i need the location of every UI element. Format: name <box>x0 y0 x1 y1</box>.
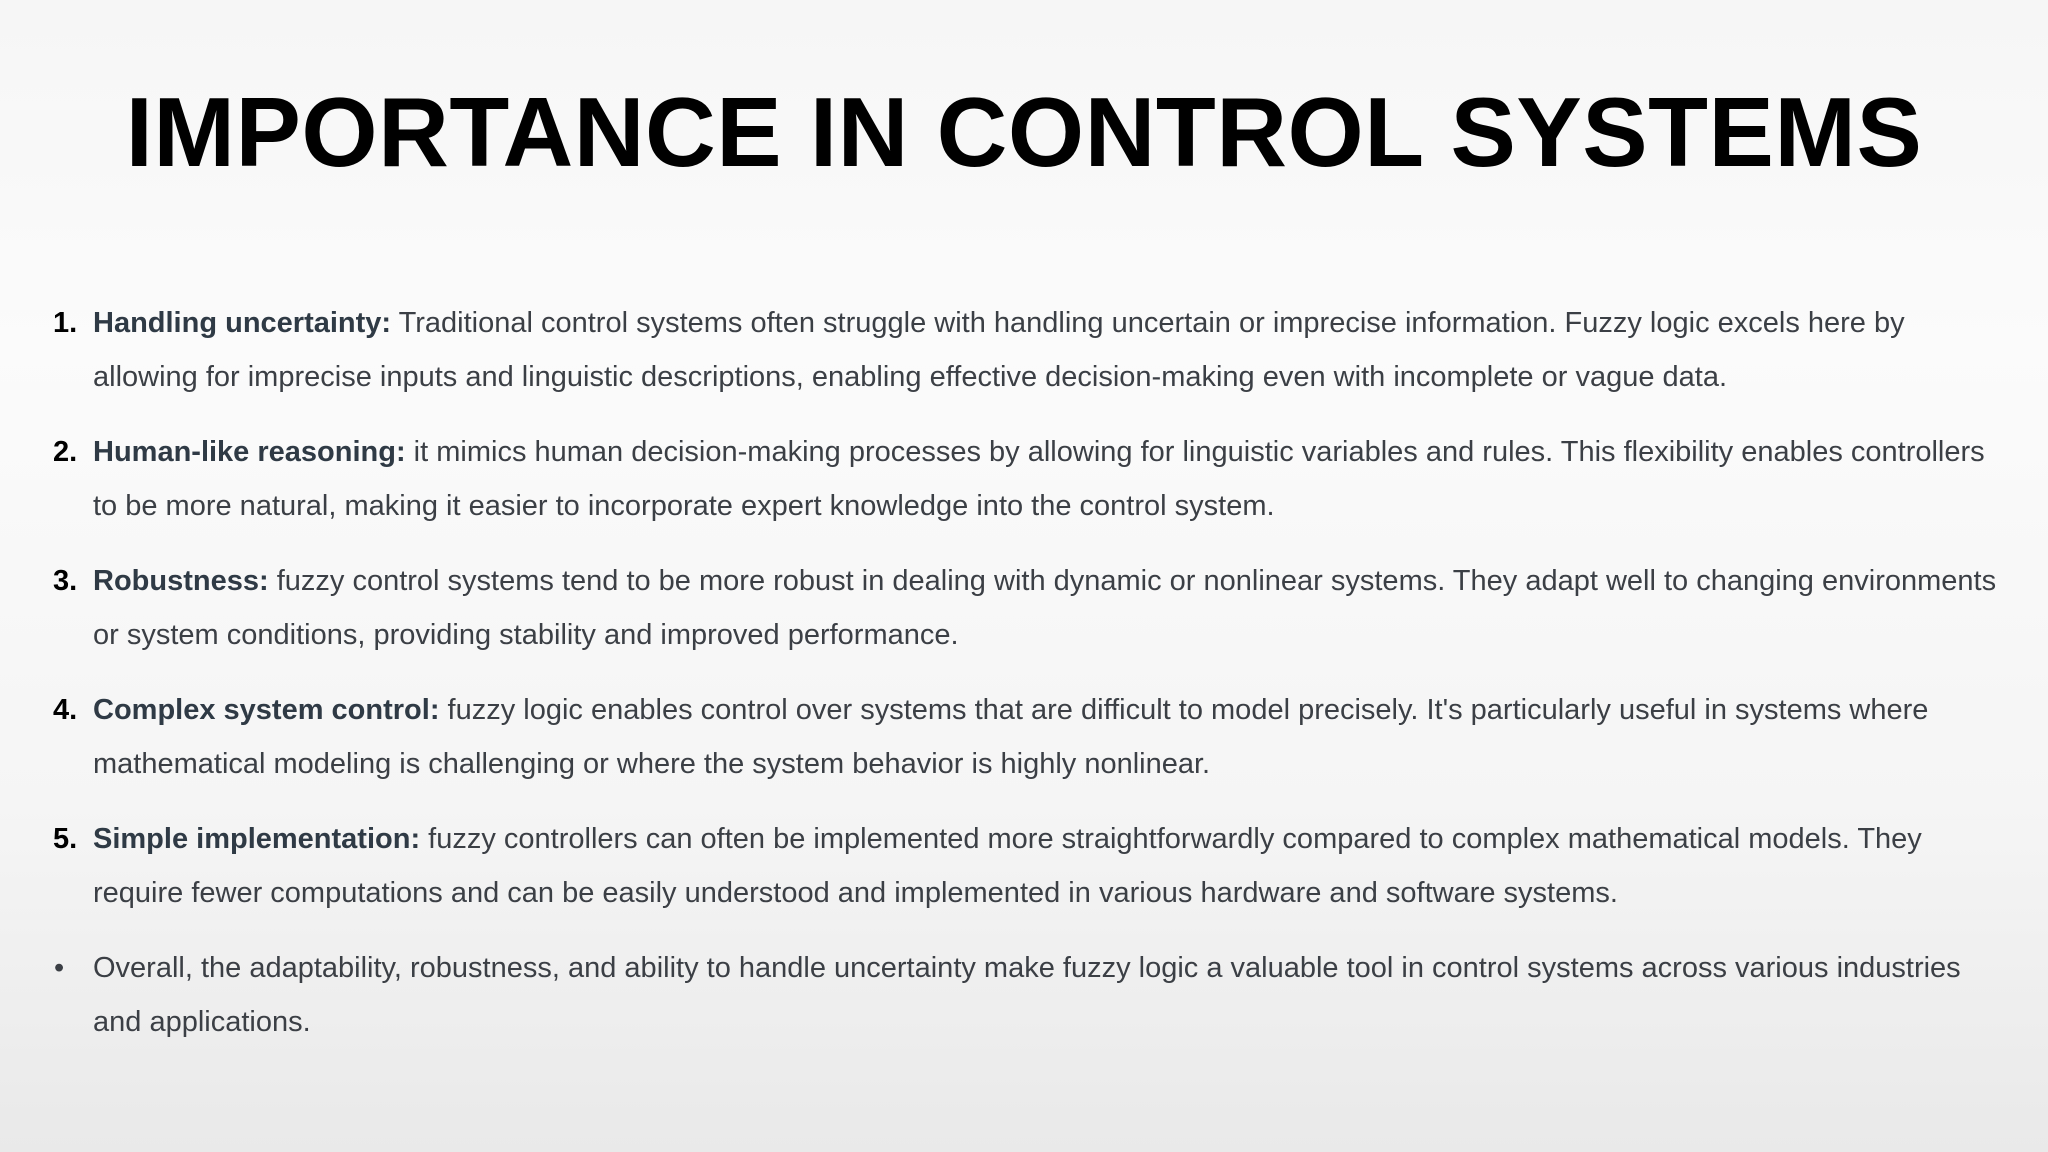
list-item-handling-uncertainty <box>50 296 2005 404</box>
item-heading: Simple implementation: <box>93 823 421 855</box>
summary-text: Overall, the adaptability, robustness, and ability to handle uncertainty make fuzzy logic a valuable tool in control systems across various industries and applications. <box>93 952 1961 1038</box>
list-item-complex-system-control <box>50 683 2005 791</box>
list-number: 1. <box>53 307 78 339</box>
list-item-simple-implementation <box>50 812 2005 920</box>
item-text: fuzzy control systems tend to be more robust in dealing with dynamic or nonlinear systems. They adapt well to changing environments or system conditions, providing stability and improved performance. <box>93 565 1997 651</box>
list-number: 3. <box>53 565 78 597</box>
list-number: 4. <box>53 694 78 726</box>
list-number: 2. <box>53 436 78 468</box>
bullet-icon: • <box>54 952 65 984</box>
list-item-human-like-reasoning <box>50 425 2005 533</box>
list-item-summary <box>50 941 2005 1049</box>
list-number: 5. <box>53 823 78 855</box>
item-heading: Human-like reasoning: <box>93 436 406 468</box>
item-heading: Complex system control: <box>93 694 440 726</box>
item-heading: Robustness: <box>93 565 269 597</box>
list-item-robustness <box>50 554 2005 662</box>
item-text: fuzzy controllers can often be implemented more straightforwardly compared to complex mathematical models. They require fewer computations and can be easily understood and implemented in various hardware and software systems. <box>93 823 1922 909</box>
content-list <box>50 296 2005 1070</box>
slide-title: IMPORTANCE IN CONTROL SYSTEMS <box>125 77 1923 187</box>
item-text: fuzzy logic enables control over systems that are difficult to model precisely. It's particularly useful in systems where mathematical modeling is challenging or where the system behavior is highly nonlinear. <box>93 694 1929 780</box>
item-text: it mimics human decision-making processes by allowing for linguistic variables and rules. This flexibility enables controllers to be more natural, making it easier to incorporate expert knowledge into the control system. <box>93 436 1985 522</box>
item-text: Traditional control systems often struggle with handling uncertain or imprecise information. Fuzzy logic excels here by allowing for imprecise inputs and linguistic descriptions, enabling effective decision-making even with incomplete or vague data. <box>93 307 1905 393</box>
item-heading: Handling uncertainty: <box>93 307 392 339</box>
